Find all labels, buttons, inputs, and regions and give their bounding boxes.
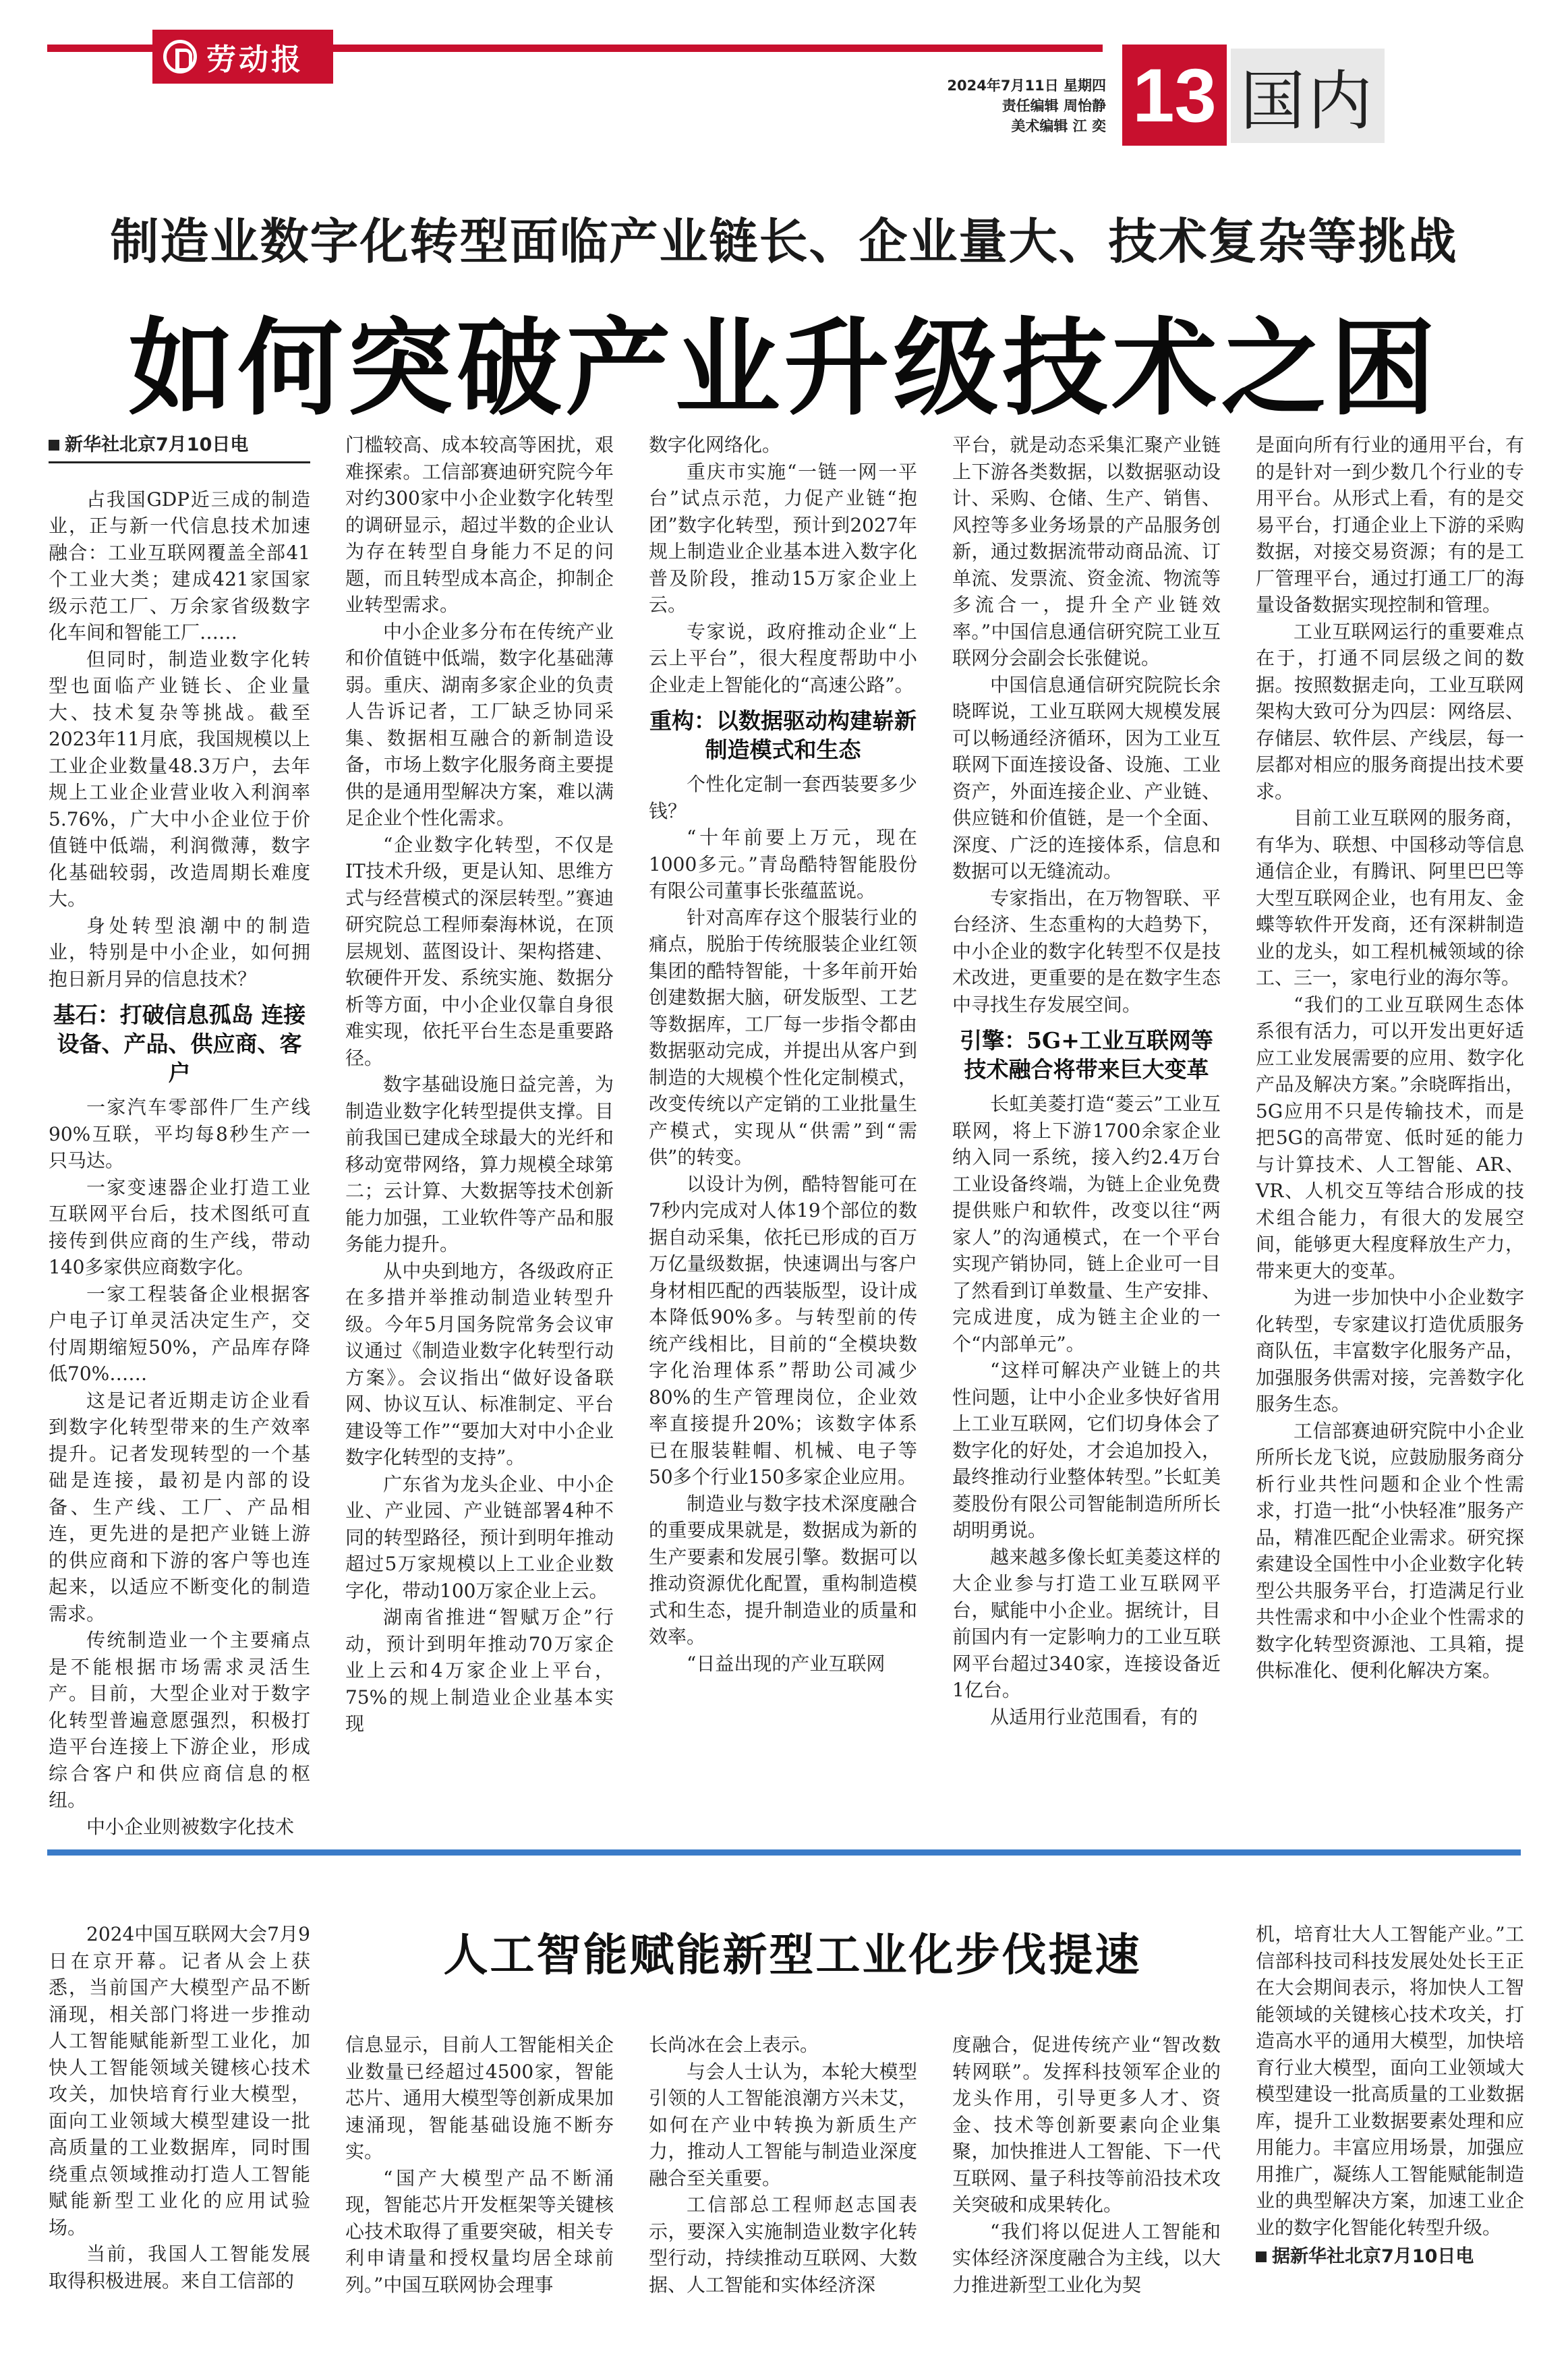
logo-icon (163, 40, 197, 74)
newspaper-logo (152, 30, 333, 84)
article1-subhead: 制造业数字化转型面临产业链长、企业量大、技术复杂等挑战 (110, 212, 1458, 270)
article1-column-2 (345, 432, 614, 1737)
paragraph: 为进一步加快中小企业数字化转型，专家建议打造优质服务商队伍，丰富数字化服务产品，加强服务供需对接，完善数字化服务生态。 (1256, 1286, 1524, 1415)
paragraph: 平台，就是动态采集汇聚产业链上下游各类数据，以数据驱动设计、采购、仓储、生产、销售、风控等多业务场景的产品服务创新，通过数据流带动商品流、订单流、发票流、资金流、物流等多流合一，提升全产业链效率。”中国信息通信研究院工业互联网分会副会长张健说。 (952, 434, 1221, 669)
paragraph: 重庆市实施“一链一网一平台”试点示范，力促产业链“抱团”数字化转型，预计到2027年规上制造业企业基本进入数字化普及阶段，推动15万家企业上云。 (649, 460, 917, 616)
paragraph: 与会人士认为，本轮大模型引领的人工智能浪潮方兴未艾，如何在产业中转换为新质生产力，推动人工智能与制造业深度融合至关重要。 (649, 2060, 917, 2189)
paragraph: 工信部总工程师赵志国表示，要深入实施制造业数字化转型行动，持续推动互联网、大数据、人工智能和实体经济深 (649, 2193, 917, 2296)
paragraph: 一家变速器企业打造工业互联网平台后，技术图纸可直接传到供应商的生产线，带动140多家供应商数字化。 (49, 1176, 310, 1278)
paragraph: 越来越多像长虹美菱这样的大企业参与打造工业互联网平台，赋能中小企业。据统计，目前国内有一定影响力的工业互联网平台超过340家，连接设备近1亿台。 (952, 1545, 1221, 1701)
paragraph: 专家说，政府推动企业“上云上平台”，很大程度帮助中小企业走上智能化的“高速公路”。 (649, 620, 917, 696)
paragraph: 但同时，制造业数字化转型也面临产业链长、企业量大、技术复杂等挑战。截至2023年11月底，我国规模以上工业企业数量48.3万户，去年规上工业企业营业收入利润率5.76%，广大中小企业位于价值链中低端，利润微薄，数字化基础较弱，改造周期长难度大。 (49, 648, 310, 910)
section-heading: 引擎：5G+工业互联网等技术融合将带来巨大变革 (960, 1027, 1213, 1083)
paragraph: 占我国GDP近三成的制造业，正与新一代信息技术加速融合：工业互联网覆盖全部41个工业大类；建成421家国家级示范工厂、万余家省级数字化车间和智能工厂…… (49, 488, 310, 643)
paragraph: 以设计为例，酷特智能可在7秒内完成对人体19个部位的数据自动采集，依托已形成的百万万亿量级数据，快速调出与客户身材相匹配的西装版型，设计成本降低90%多。与转型前的传统产线相比，目前的“全模块数字化治理体系”帮助公司减少80%的生产管理岗位，企业效率直接提升20%；该数字体系已在服装鞋帽、机械、电子等50多个行业150多家企业应用。 (649, 1172, 917, 1488)
paragraph: 从适用行业范围看，有的 (990, 1705, 1198, 1728)
logo-text: 劳动报 (206, 42, 303, 77)
article1-headline: 如何突破产业升级技术之困 (128, 306, 1440, 430)
paragraph: “这样可解决产业链上的共性问题，让中小企业多快好省用上工业互联网，它们切身体会了数字化的好处，才会追加投入，最终推动行业整体转型。”长虹美菱股份有限公司智能制造所所长胡明勇说。 (952, 1359, 1221, 1541)
article2-dateline: 据新华社北京7月10日电 (1256, 2243, 1524, 2273)
page-number: 13 (1122, 45, 1227, 146)
paragraph: “我们的工业互联网生态体系很有活力，可以开发出更好适应工业发展需要的应用、数字化产品及解决方案。”余晓晖指出，5G应用不只是传输技术，而是把5G的高带宽、低时延的能力与计算技术、人工智能、AR、VR、人机交互等结合形成的技术组合能力，有很大的发展空间，能够更大程度释放生产力，带来更大的变革。 (1256, 993, 1524, 1282)
art-editor-line: 美术编辑 江 奕 (1011, 118, 1106, 134)
paragraph: “十年前要上万元，现在1000多元。”青岛酷特智能股份有限公司董事长张蕴蓝说。 (649, 826, 917, 902)
paragraph: 湖南省推进“智赋万企”行动，预计到明年推动70万家企业上云和4万家企业上平台，75%的规上制造业企业基本实现 (345, 1606, 614, 1735)
paragraph: 是面向所有行业的通用平台，有的是针对一到少数几个行业的专用平台。从形式上看，有的是交易平台，打通企业上下游的采购数据，对接交易资源；有的是工厂管理平台，通过打通工厂的海量设备数据实现控制和管理。 (1256, 434, 1524, 616)
paragraph: 这是记者近期走访企业看到数字化转型带来的生产效率提升。记者发现转型的一个基础是连接，最初是内部的设备、生产线、工厂、产品相连，更先进的是把产业链上游的供应商和下游的客户等也连起来，以适应不断变化的制造需求。 (49, 1389, 310, 1625)
paragraph: 工信部赛迪研究院中小企业所所长龙飞说，应鼓励服务商分析行业共性问题和企业个性需求，打造一批“小快轻准”服务产品，精准匹配企业需求。研究探索建设全国性中小企业数字化转型公共服务平台，打造满足行业共性需求和中小企业个性需求的数字化转型资源池、工具箱，提供标准化、便利化解决方案。 (1256, 1419, 1524, 1682)
paragraph: 专家指出，在万物智联、平台经济、生态重构的大趋势下，中小企业的数字化转型不仅是技术改进，更重要的是在数字生态中寻找生存发展空间。 (952, 886, 1221, 1016)
article-divider (47, 1849, 1521, 1856)
paragraph: 数字化网络化。 (649, 434, 782, 456)
paragraph: 2024中国互联网大会7月9日在京开幕。记者从会上获悉，当前国产大模型产品不断涌现，相关部门将进一步推动人工智能赋能新型工业化，加快人工智能领域关键核心技术攻关，加快培育行业大模型，面向工业领域大模型建设一批高质量的工业数据库，同时围绕重点领域推动打造人工智能赋能新型工业化的应用试验场。 (49, 1923, 310, 2239)
article1-dateline: 新华社北京7月10日电 (49, 432, 310, 463)
paragraph: 制造业与数字技术深度融合的重要成果就是，数据成为新的生产要素和发展引擎。数据可以推动资源优化配置，重构制造模式和生态，提升制造业的质量和效率。 (649, 1492, 917, 1648)
section-heading: 基石：打破信息孤岛 连接设备、产品、供应商、客户 (53, 1002, 306, 1086)
paragraph: 长虹美菱打造“菱云”工业互联网，将上下游1700余家企业纳入同一系统，接入约2.4万台工业设备终端，为链上企业免费提供账户和软件，改变以往“两家人”的沟通模式，在一个平台实现产销协同，链上企业可一目了然看到订单数量、生产安排、完成进度，成为链主企业的一个“内部单元”。 (952, 1093, 1221, 1355)
paragraph: 信息显示，目前人工智能相关企业数量已经超过4500家，智能芯片、通用大模型等创新成果加速涌现，智能基础设施不断夯实。 (345, 2034, 614, 2162)
paragraph: 个性化定制一套西装要多少钱？ (649, 773, 917, 822)
paragraph: 当前，我国人工智能发展取得积极进展。来自工信部的 (49, 2243, 310, 2292)
article2-column-1 (49, 1921, 310, 2294)
article2-column-3 (649, 2032, 917, 2298)
paragraph: 工业互联网运行的重要难点在于，打通不同层级之间的数据。按照数据走向，工业互联网架构大致可分为四层：网络层、存储层、软件层、产线层，每一层都对相应的服务商提出技术要求。 (1256, 620, 1524, 803)
article1-column-5 (1256, 432, 1524, 1684)
article1-column-4 (952, 432, 1221, 1730)
article1-column-1 (49, 432, 310, 1840)
article2-column-4 (952, 2032, 1221, 2298)
paragraph: 中国信息通信研究院院长余晓晖说，工业互联网大规模发展可以畅通经济循环，因为工业互联网下面连接设备、设施、工业资产，外面连接企业、产业链、供应链和价值链，是一个全面、深度、广泛的连接体系，信息和数据可以无缝流动。 (952, 673, 1221, 882)
paragraph: 长尚冰在会上表示。 (649, 2034, 819, 2056)
paragraph: 一家汽车零部件厂生产线90%互联，平均每8秒生产一只马达。 (49, 1096, 310, 1172)
article2-headline: 人工智能赋能新型工业化步伐提速 (443, 1928, 1142, 1981)
paragraph: 机，培育壮大人工智能产业。”工信部科技司科技发展处处长王正在大会期间表示，将加快人工智能领域的关键核心技术攻关，打造高水平的通用大模型，加快培育行业大模型，面向工业领域大模型建设一批高质量的工业数据库，提升工业数据要素处理和应用能力。丰富应用场景，加强应用推广，凝练人工智能赋能制造业的典型解决方案，加速工业企业的数字化智能化转型升级。 (1256, 1923, 1524, 2239)
article2-column-5 (1256, 1921, 1524, 2273)
paragraph: 身处转型浪潮中的制造业，特别是中小企业，如何拥抱日新月异的信息技术？ (49, 914, 310, 990)
paragraph: 数字基础设施日益完善，为制造业数字化转型提供支撑。目前我国已建成全球最大的光纤和移动宽带网络，算力规模全球第二；云计算、大数据等技术创新能力加强，工业软件等产品和服务能力提升。 (345, 1073, 614, 1255)
article1-column-3 (649, 432, 917, 1677)
paragraph: 一家工程装备企业根据客户电子订单灵活决定生产，交付周期缩短50%，产品库存降低70%…… (49, 1282, 310, 1385)
paragraph: 目前工业互联网的服务商，有华为、联想、中国移动等信息通信企业，有腾讯、阿里巴巴等大型互联网企业，也有用友、金蝶等软件开发商，还有深耕制造业的龙头，如工程机械领域的徐工、三一，家电行业的海尔等。 (1256, 807, 1524, 989)
paragraph: 针对高库存这个服装行业的痛点，脱胎于传统服装企业红领集团的酷特智能，十多年前开始创建数据大脑，研发版型、工艺等数据库，工厂每一步指令都由数据驱动完成，并提出从客户到制造的大规模个性化定制模式，改变传统以产定销的工业批量生产模式，实现从“供需”到“需供”的转变。 (649, 906, 917, 1168)
paragraph: “日益出现的产业互联网 (687, 1652, 885, 1675)
paragraph: 传统制造业一个主要痛点是不能根据市场需求灵活生产。目前，大型企业对于数字化转型普遍意愿强烈，积极打造平台连接上下游企业，形成综合客户和供应商信息的枢纽。 (49, 1629, 310, 1811)
editor-line: 责任编辑 周怡静 (1001, 98, 1106, 114)
paragraph: “国产大模型产品不断涌现，智能芯片开发框架等关键核心技术取得了重要突破，相关专利申请量和授权量均居全球前列。”中国互联网协会理事 (345, 2166, 614, 2296)
masthead-meta (843, 76, 1106, 136)
paragraph: “企业数字化转型，不仅是IT技术升级，更是认知、思维方式与经营模式的深层转型。”赛迪研究院总工程师秦海林说，在顶层规划、蓝图设计、架构搭建、软硬件开发、系统实施、数据分析等方面，中小企业仅靠自身很难实现，依托平台生态是重要路径。 (345, 833, 614, 1069)
paragraph: “我们将以促进人工智能和实体经济深度融合为主线，以大力推进新型工业化为契 (952, 2220, 1221, 2296)
paragraph: 广东省为龙头企业、中小企业、产业园、产业链部署4种不同的转型路径，预计到明年推动超过5万家规模以上工业企业数字化，带动100万家企业上云。 (345, 1472, 614, 1602)
paragraph: 中小企业则被数字化技术 (86, 1815, 295, 1838)
paragraph: 从中央到地方，各级政府正在多措并举推动制造业转型升级。今年5月国务院常务会议审议通过《制造业数字化转型行动方案》。会议指出“做好设备联网、协议互认、标准制定、平台建设等工作”“要加大对中小企业数字化转型的支持”。 (345, 1259, 614, 1468)
bullet-square-icon (1256, 2251, 1267, 2262)
section-heading: 重构：以数据驱动构建崭新制造模式和生态 (649, 708, 917, 763)
bullet-square-icon (49, 440, 59, 451)
paragraph: 度融合，促进传统产业“智改数转网联”。发挥科技领军企业的龙头作用，引导更多人才、资金、技术等创新要素向企业集聚，加快推进人工智能、下一代互联网、量子科技等前沿技术攻关突破和成果转化。 (952, 2034, 1221, 2216)
article2-column-2 (345, 2032, 614, 2298)
paragraph: 中小企业多分布在传统产业和价值链中低端，数字化基础薄弱。重庆、湖南多家企业的负责人告诉记者，工厂缺乏协同采集、数据相互融合的新制造设备，市场上数字化服务商主要提供的是通用型解决方案，难以满足企业个性化需求。 (345, 620, 614, 829)
section-name: 国内 (1231, 49, 1385, 143)
issue-date: 2024年7月11日 星期四 (947, 78, 1106, 94)
paragraph: 门槛较高、成本较高等困扰，艰难探索。工信部赛迪研究院今年对约300家中小企业数字化转型的调研显示，超过半数的企业认为存在转型自身能力不足的问题，而且转型成本高企，抑制企业转型需求。 (345, 434, 614, 616)
